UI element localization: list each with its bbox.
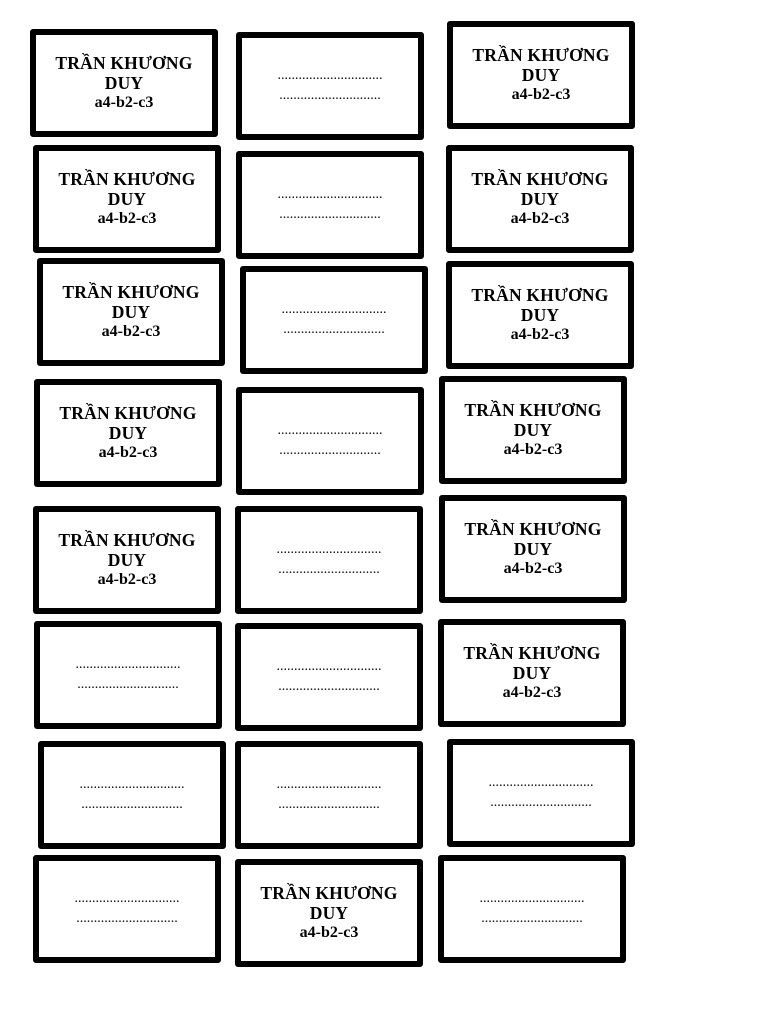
dotted-line: ............................. [279, 443, 381, 458]
blank-label-card [236, 32, 424, 140]
code-text: a4-b2-c3 [510, 210, 570, 227]
code-text: a4-b2-c3 [502, 684, 562, 701]
name-text: TRẦN KHƯƠNG DUY [58, 530, 196, 570]
code-text: a4-b2-c3 [101, 323, 161, 340]
name-text: TRẦN KHƯƠNG DUY [59, 403, 197, 443]
dotted-line: ............................. [278, 797, 380, 812]
dotted-line: ............................. [76, 911, 178, 926]
code-text: a4-b2-c3 [511, 86, 571, 103]
dotted-line: ............................. [81, 797, 183, 812]
dotted-line: ............................. [77, 677, 179, 692]
blank-label-card [38, 741, 226, 849]
dotted-line: .............................. [277, 187, 383, 202]
dotted-line: .............................. [281, 302, 387, 317]
name-label-card [30, 29, 218, 137]
blank-label-card [235, 741, 423, 849]
blank-label-card [438, 855, 626, 963]
dotted-line: ............................. [490, 795, 592, 810]
blank-label-card [235, 506, 423, 614]
code-text: a4-b2-c3 [503, 560, 563, 577]
dotted-line: ............................. [481, 911, 583, 926]
dotted-line: .............................. [488, 775, 594, 790]
dotted-line: ............................. [278, 562, 380, 577]
name-label-card [438, 619, 626, 727]
name-label-card [446, 145, 634, 253]
dotted-line: .............................. [74, 891, 180, 906]
dotted-line: .............................. [75, 657, 181, 672]
dotted-line: .............................. [479, 891, 585, 906]
blank-label-card [236, 151, 424, 259]
name-label-card [447, 21, 635, 129]
dotted-line: ............................. [279, 207, 381, 222]
name-text: TRẦN KHƯƠNG DUY [464, 519, 602, 559]
name-label-card [439, 495, 627, 603]
name-label-card [34, 379, 222, 487]
name-text: TRẦN KHƯƠNG DUY [464, 400, 602, 440]
dotted-line: .............................. [276, 777, 382, 792]
name-label-card [33, 145, 221, 253]
name-text: TRẦN KHƯƠNG DUY [471, 169, 609, 209]
name-label-card [235, 859, 423, 967]
name-label-card [439, 376, 627, 484]
blank-label-card [236, 387, 424, 495]
code-text: a4-b2-c3 [97, 210, 157, 227]
blank-label-card [33, 855, 221, 963]
dotted-line: ............................. [278, 679, 380, 694]
name-text: TRẦN KHƯƠNG DUY [62, 282, 200, 322]
code-text: a4-b2-c3 [97, 571, 157, 588]
dotted-line: .............................. [276, 542, 382, 557]
dotted-line: .............................. [276, 659, 382, 674]
dotted-line: .............................. [277, 423, 383, 438]
name-text: TRẦN KHƯƠNG DUY [260, 883, 398, 923]
name-label-card [37, 258, 225, 366]
name-text: TRẦN KHƯƠNG DUY [471, 285, 609, 325]
blank-label-card [240, 266, 428, 374]
dotted-line: ............................. [279, 88, 381, 103]
name-text: TRẦN KHƯƠNG DUY [58, 169, 196, 209]
dotted-line: .............................. [79, 777, 185, 792]
name-text: TRẦN KHƯƠNG DUY [472, 45, 610, 85]
dotted-line: .............................. [277, 68, 383, 83]
blank-label-card [34, 621, 222, 729]
code-text: a4-b2-c3 [510, 326, 570, 343]
code-text: a4-b2-c3 [299, 924, 359, 941]
code-text: a4-b2-c3 [94, 94, 154, 111]
code-text: a4-b2-c3 [98, 444, 158, 461]
code-text: a4-b2-c3 [503, 441, 563, 458]
name-label-card [446, 261, 634, 369]
name-text: TRẦN KHƯƠNG DUY [55, 53, 193, 93]
dotted-line: ............................. [283, 322, 385, 337]
name-label-card [33, 506, 221, 614]
blank-label-card [447, 739, 635, 847]
blank-label-card [235, 623, 423, 731]
name-text: TRẦN KHƯƠNG DUY [463, 643, 601, 683]
